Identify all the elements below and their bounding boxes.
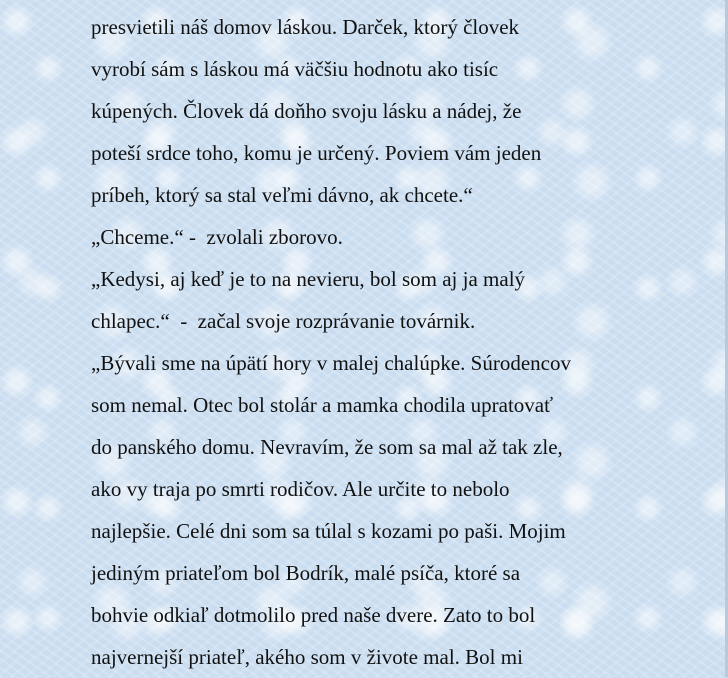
text-line: som nemal. Otec bol stolár a mamka chodila upratovať bbox=[91, 393, 554, 417]
text-line: presvietili náš domov láskou. Darček, ktorý človek bbox=[91, 15, 520, 39]
text-line: ako vy traja po smrti rodičov. Ale určite to nebolo bbox=[91, 477, 510, 501]
text-line: najlepšie. Celé dni som sa túlal s kozami po paši. Mojim bbox=[91, 519, 566, 543]
text-line: poteší srdce toho, komu je určený. Poviem vám jeden bbox=[91, 141, 542, 165]
text-line: „Bývali sme na úpätí hory v malej chalúpke. Súrodencov bbox=[91, 351, 571, 375]
text-line: kúpených. Človek dá doňho svoju lásku a nádej, že bbox=[91, 99, 522, 123]
text-line: „Kedysi, aj keď je to na nevieru, bol som aj ja malý bbox=[91, 267, 526, 291]
text-line: „Chceme.“ - zvolali zborovo. bbox=[91, 225, 343, 249]
text-line: chlapec.“ - začal svoje rozprávanie továrnik. bbox=[91, 309, 476, 333]
text-line: bohvie odkiaľ dotmolilo pred naše dvere. Zato to bol bbox=[91, 603, 536, 627]
text-line: do panského domu. Nevravím, že som sa mal až tak zle, bbox=[91, 435, 563, 459]
text-line: vyrobí sám s láskou má väčšiu hodnotu ako tisíc bbox=[91, 57, 499, 81]
document-body bbox=[91, 6, 691, 678]
text-line: príbeh, ktorý sa stal veľmi dávno, ak chcete.“ bbox=[91, 183, 473, 207]
text-line: najvernejší priateľ, akého som v živote mal. Bol mi bbox=[91, 645, 523, 669]
text-line: jediným priateľom bol Bodrík, malé psíča, ktoré sa bbox=[91, 561, 521, 585]
